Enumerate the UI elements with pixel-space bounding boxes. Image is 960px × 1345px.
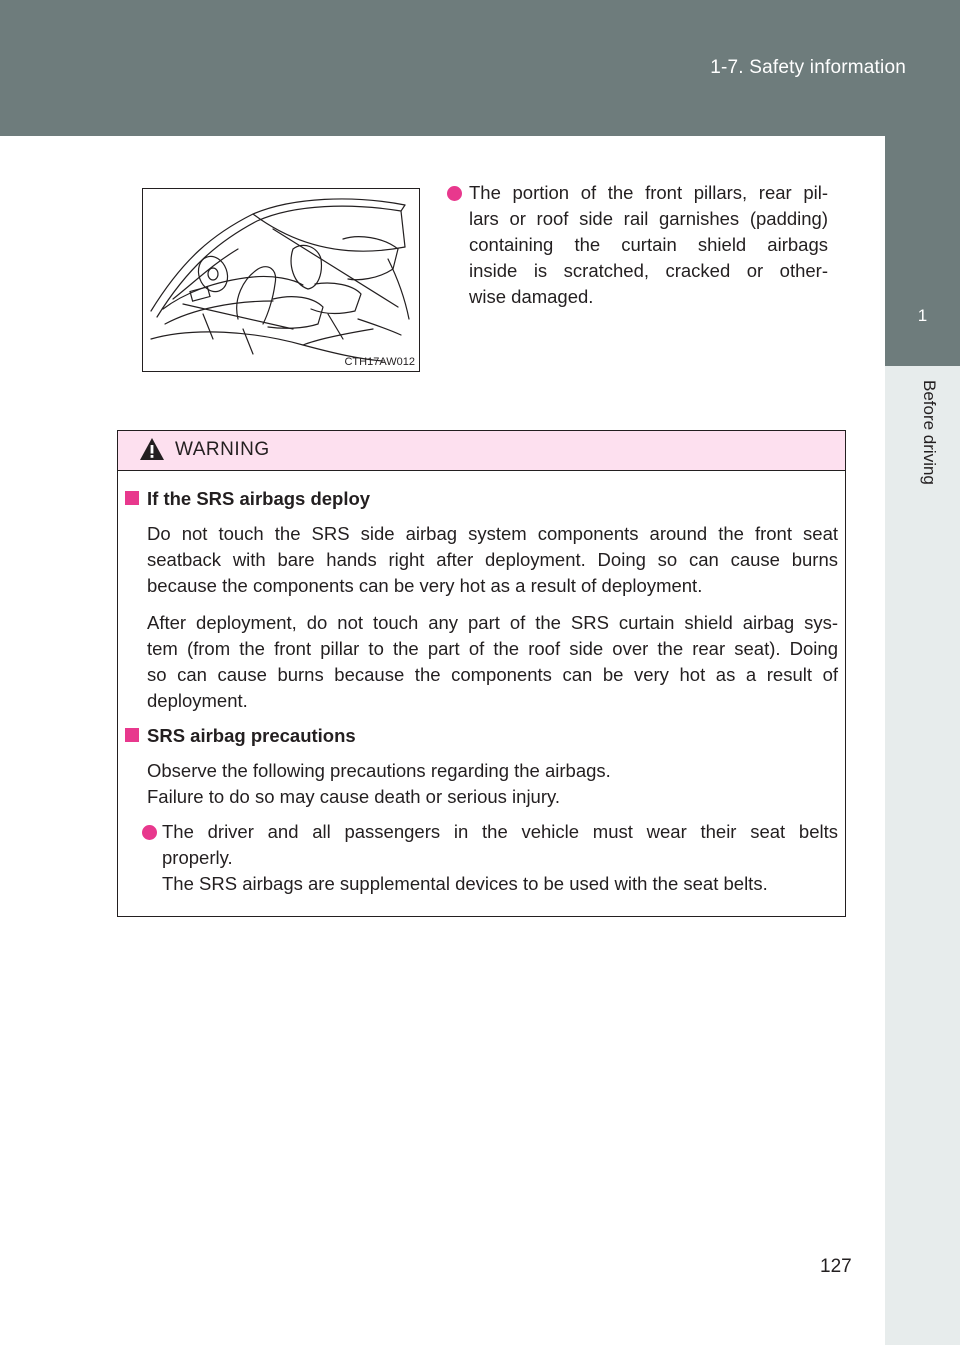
text-line: deployment. bbox=[147, 690, 248, 711]
warning-header bbox=[118, 431, 845, 471]
text-line: The portion of the front pillars, rear pil- bbox=[469, 182, 828, 203]
subheading-text: If the SRS airbags deploy bbox=[147, 488, 371, 509]
chapter-label: Before driving bbox=[920, 380, 939, 485]
page-number: 127 bbox=[820, 1256, 852, 1277]
chapter-number: 1 bbox=[917, 306, 928, 325]
text-line: seatback with bare hands right after deployment. Doing so can cause burns bbox=[147, 549, 838, 570]
warning-paragraph bbox=[125, 610, 838, 714]
vehicle-interior-illustration bbox=[142, 188, 420, 372]
text-line: because the components can be very hot as a result of deployment. bbox=[147, 575, 703, 596]
section-title: 1-7. Safety information bbox=[710, 57, 906, 78]
figure-code: CTH17AW012 bbox=[344, 356, 415, 368]
text-line: properly. bbox=[162, 847, 233, 868]
square-bullet-icon bbox=[125, 728, 139, 742]
text-line: lars or roof side rail garnishes (padding) bbox=[469, 208, 828, 229]
warning-triangle-icon bbox=[139, 437, 165, 461]
chapter-tab bbox=[885, 136, 960, 366]
text-line: After deployment, do not touch any part of the SRS curtain shield airbag sys- bbox=[147, 612, 838, 633]
text-line: tem (from the front pillar to the part of the roof side over the rear seat). Doing bbox=[147, 638, 838, 659]
page-header bbox=[0, 0, 960, 136]
warning-title: WARNING bbox=[175, 439, 270, 460]
top-bullet-item bbox=[447, 180, 828, 310]
text-line: inside is scratched, cracked or other- bbox=[469, 260, 828, 281]
warning-subheading bbox=[125, 486, 838, 512]
text-line: wise damaged. bbox=[469, 286, 594, 307]
text-line: The driver and all passengers in the vehicle must wear their seat belts bbox=[162, 821, 838, 842]
text-line: Do not touch the SRS side airbag system components around the front seat bbox=[147, 523, 838, 544]
bullet-dot-icon bbox=[447, 186, 462, 201]
square-bullet-icon bbox=[125, 491, 139, 505]
warning-subheading bbox=[125, 723, 838, 749]
warning-bullet-item bbox=[125, 819, 838, 897]
warning-paragraph bbox=[125, 521, 838, 599]
subheading-text: SRS airbag precautions bbox=[147, 725, 356, 746]
bullet-dot-icon bbox=[142, 825, 157, 840]
text-line: containing the curtain shield airbags bbox=[469, 234, 828, 255]
warning-box bbox=[117, 430, 846, 917]
top-bullet-text bbox=[469, 180, 828, 310]
car-interior-drawing bbox=[143, 189, 419, 371]
text-line: The SRS airbags are supplemental devices to be used with the seat belts. bbox=[162, 873, 768, 894]
text-line: so can cause burns because the components can be very hot as a result of bbox=[147, 664, 838, 685]
text-line: Observe the following precautions regarding the airbags. bbox=[147, 760, 611, 781]
text-line: Failure to do so may cause death or serious injury. bbox=[147, 786, 561, 807]
warning-body bbox=[125, 486, 838, 897]
warning-paragraph bbox=[125, 758, 838, 810]
